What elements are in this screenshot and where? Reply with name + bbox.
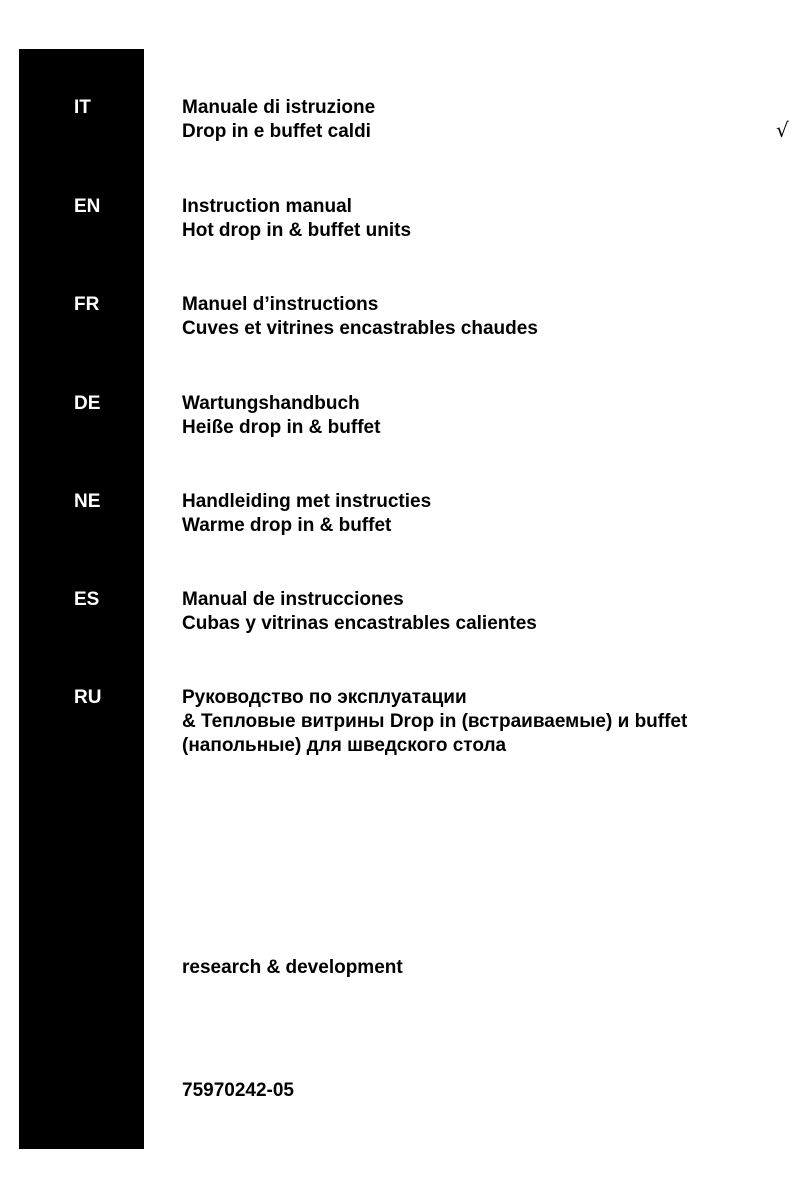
lang-block-ru: [182, 686, 687, 758]
lang-title-it: Manuale di istruzione: [182, 97, 376, 118]
lang-code-en: EN: [74, 196, 101, 217]
document-number: 75970242-05: [182, 1080, 294, 1101]
lang-block-fr: [182, 293, 538, 341]
lang-subtitle-es: Cubas y vitrinas encastrables calientes: [182, 613, 537, 634]
lang-subtitle2-ru: (напольные) для шведского стола: [182, 735, 507, 756]
lang-code-es: ES: [74, 589, 100, 610]
lang-code-ne: NE: [74, 491, 101, 512]
department-label: research & development: [182, 957, 403, 978]
lang-title-en: Instruction manual: [182, 196, 352, 217]
lang-title-de: Wartungshandbuch: [182, 393, 360, 414]
lang-code-fr: FR: [74, 294, 100, 315]
lang-code-ru: RU: [74, 687, 102, 708]
lang-title-es: Manual de instrucciones: [182, 589, 404, 610]
lang-subtitle-en: Hot drop in & buffet units: [182, 220, 412, 241]
lang-title-fr: Manuel d’instructions: [182, 294, 379, 315]
lang-block-de: [182, 392, 380, 440]
lang-block-en: [182, 195, 411, 243]
lang-subtitle-de: Heiße drop in & buffet: [182, 417, 381, 438]
lang-code-de: DE: [74, 393, 101, 414]
checkmark-icon: √: [776, 118, 789, 142]
lang-code-it: IT: [74, 97, 91, 118]
lang-subtitle-fr: Cuves et vitrines encastrables chaudes: [182, 318, 538, 339]
lang-title-ne: Handleiding met instructies: [182, 491, 432, 512]
lang-title-ru: Руководство по эксплуатации: [182, 687, 467, 708]
lang-subtitle-ru: & Тепловые витрины Drop in (встраиваемые) и buffet: [182, 711, 688, 732]
lang-block-es: [182, 588, 537, 636]
lang-subtitle-ne: Warme drop in & buffet: [182, 515, 392, 536]
lang-subtitle-it: Drop in e buffet caldi: [182, 121, 371, 142]
lang-block-it: [182, 96, 375, 144]
lang-block-ne: [182, 490, 431, 538]
